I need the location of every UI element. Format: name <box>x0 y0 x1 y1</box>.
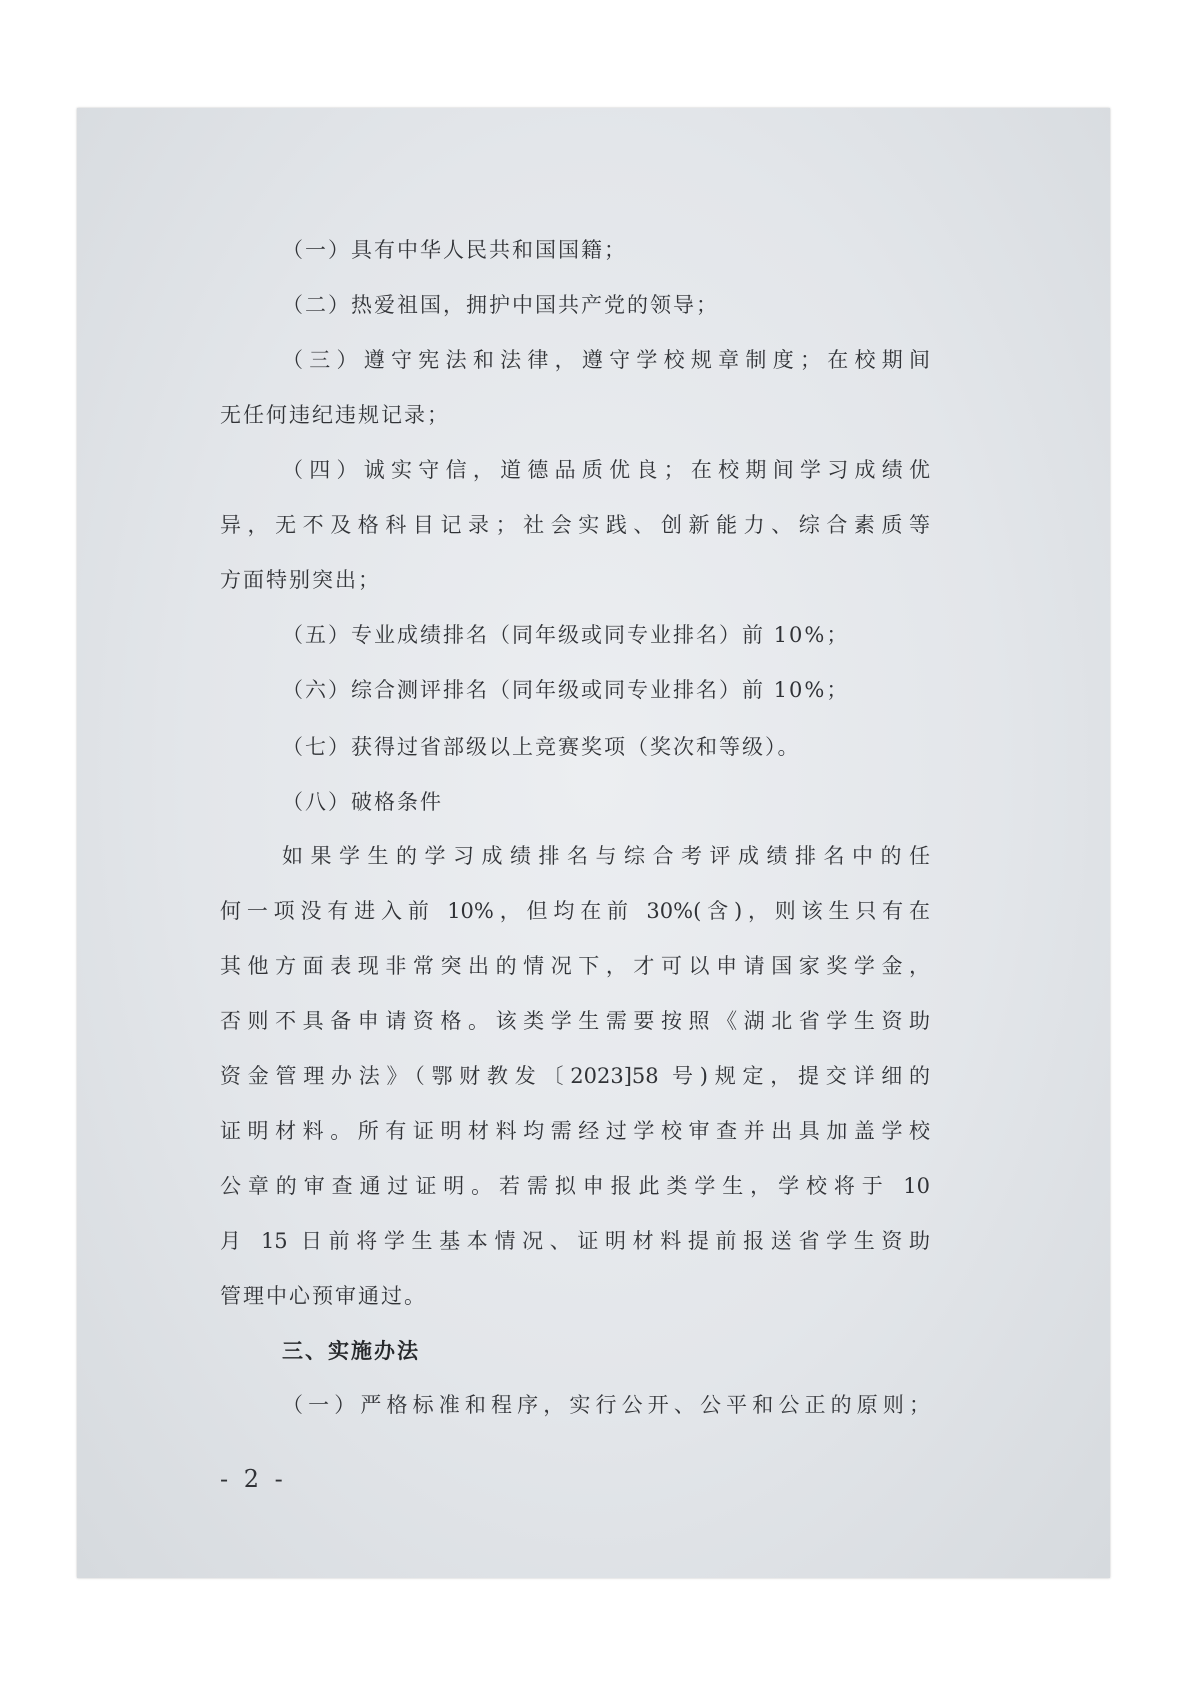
paragraph-line: 如果学生的学习成绩排名与综合考评成绩排名中的任 <box>282 844 930 868</box>
page-number: - 2 - <box>220 1465 287 1493</box>
paragraph-line: 其他方面表现非常突出的情况下，才可以申请国家奖学金， <box>220 954 930 978</box>
paragraph-line: 何一项没有进入前 10%，但均在前 30%(含)，则该生只有在 <box>220 899 930 923</box>
paragraph-line: （三）遵守宪法和法律，遵守学校规章制度；在校期间 <box>282 348 930 372</box>
paragraph-line: （一）具有中华人民共和国国籍； <box>282 238 627 262</box>
paragraph-line: （七）获得过省部级以上竞赛奖项（奖次和等级）。 <box>282 735 801 759</box>
section-heading: 三、实施办法 <box>282 1339 420 1363</box>
document-page <box>77 108 1110 1578</box>
paragraph-line: 管理中心预审通过。 <box>220 1284 427 1308</box>
paragraph-line: 方面特别突出； <box>220 568 381 592</box>
paragraph-line: （二）热爱祖国，拥护中国共产党的领导； <box>282 293 719 317</box>
paragraph-line: 公章的审查通过证明。若需拟申报此类学生，学校将于 10 <box>220 1174 930 1198</box>
paragraph-line: （五）专业成绩排名（同年级或同专业排名）前 10%； <box>282 623 850 647</box>
paragraph-line: 异，无不及格科目记录；社会实践、创新能力、综合素质等 <box>220 513 930 537</box>
paragraph-line: （六）综合测评排名（同年级或同专业排名）前 10%； <box>282 678 850 702</box>
paragraph-line: （四）诚实守信，道德品质优良；在校期间学习成绩优 <box>282 458 930 482</box>
paragraph-line: （八）破格条件 <box>282 790 443 814</box>
paragraph-line: （一）严格标准和程序，实行公开、公平和公正的原则； <box>282 1393 930 1417</box>
paragraph-line: 月 15 日前将学生基本情况、证明材料提前报送省学生资助 <box>220 1229 930 1253</box>
paragraph-line: 无任何违纪违规记录； <box>220 403 450 427</box>
paragraph-line: 证明材料。所有证明材料均需经过学校审查并出具加盖学校 <box>220 1119 930 1143</box>
paragraph-line: 资金管理办法》（鄂财教发〔2023]58 号)规定，提交详细的 <box>220 1064 930 1088</box>
paragraph-line: 否则不具备申请资格。该类学生需要按照《湖北省学生资助 <box>220 1009 930 1033</box>
